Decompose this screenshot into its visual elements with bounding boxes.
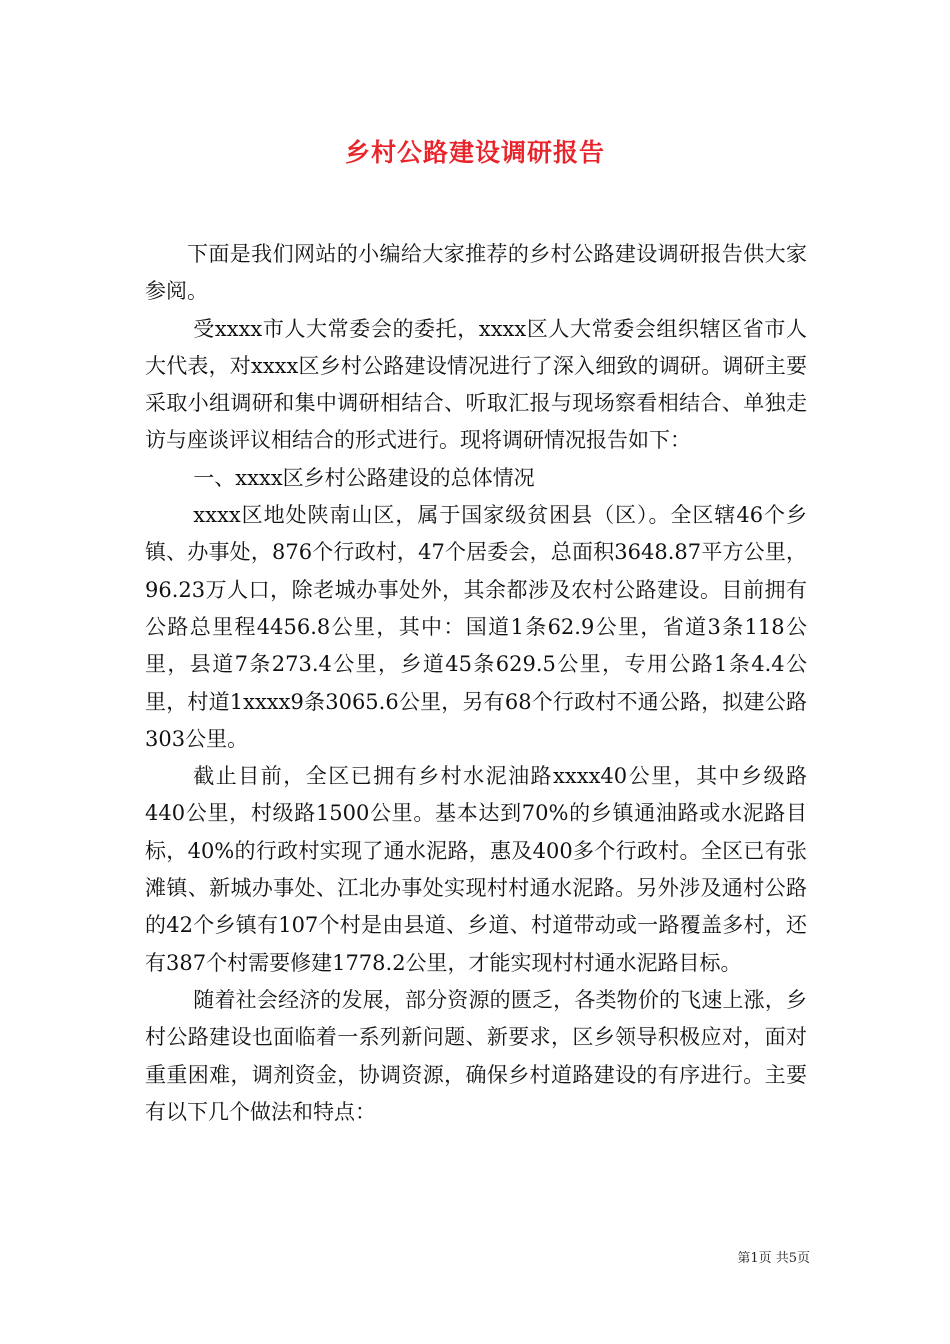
paragraph-commission: 受xxxx市人大常委会的委托，xxxx区人大常委会组织辖区省市人大代表，对xxxx区乡村公路建设情况进行了深入细致的调研。调研主要采取小组调研和集中调研相结合、听取汇报与现场察看相结合、单独走访与座谈评议相结合的形式进行。现将调研情况报告如下： <box>145 316 807 453</box>
document-title: 乡村公路建设调研报告 <box>344 138 605 167</box>
document-body <box>145 236 807 1131</box>
paragraph-overview: xxxx区地处陕南山区，属于国家级贫困县（区）。全区辖46个乡镇、办事处，876个行政村，47个居委会，总面积3648.87平方公里，96.23万人口，除老城办事处外，其余都涉及农村公路建设。目前拥有公路总里程4456.8公里，其中：国道1条62.9公里，省道3条118公里，县道7条273.4公里，乡道45条629.5公里，专用公路1条4.4公里，村道1xxxx9条3065.6公里，另有68个行政村不通公路，拟建公路303公里。 <box>145 503 807 751</box>
paragraph-intro: 下面是我们网站的小编给大家推荐的乡村公路建设调研报告供大家参阅。 <box>145 242 807 304</box>
paragraph-challenges: 随着社会经济的发展，部分资源的匮乏，各类物价的飞速上涨，乡村公路建设也面临着一系列新问题、新要求，区乡领导积极应对，面对重重困难，调剂资金，协调资源，确保乡村道路建设的有序进行。主要有以下几个做法和特点： <box>145 987 807 1124</box>
section-heading-1: 一、xxxx区乡村公路建设的总体情况 <box>193 465 535 490</box>
paragraph-progress: 截止目前，全区已拥有乡村水泥油路xxxx40公里，其中乡级路440公里，村级路1500公里。基本达到70%的乡镇通油路或水泥路目标，40%的行政村实现了通水泥路，惠及400多个行政村。全区已有张滩镇、新城办事处、江北办事处实现村村通水泥路。另外涉及通村公路的42个乡镇有107个村是由县道、乡道、村道带动或一路覆盖多村，还有387个村需要修建1778.2公里，才能实现村村通水泥路目标。 <box>145 764 807 975</box>
page-number: 第1页 共5页 <box>737 1251 810 1266</box>
